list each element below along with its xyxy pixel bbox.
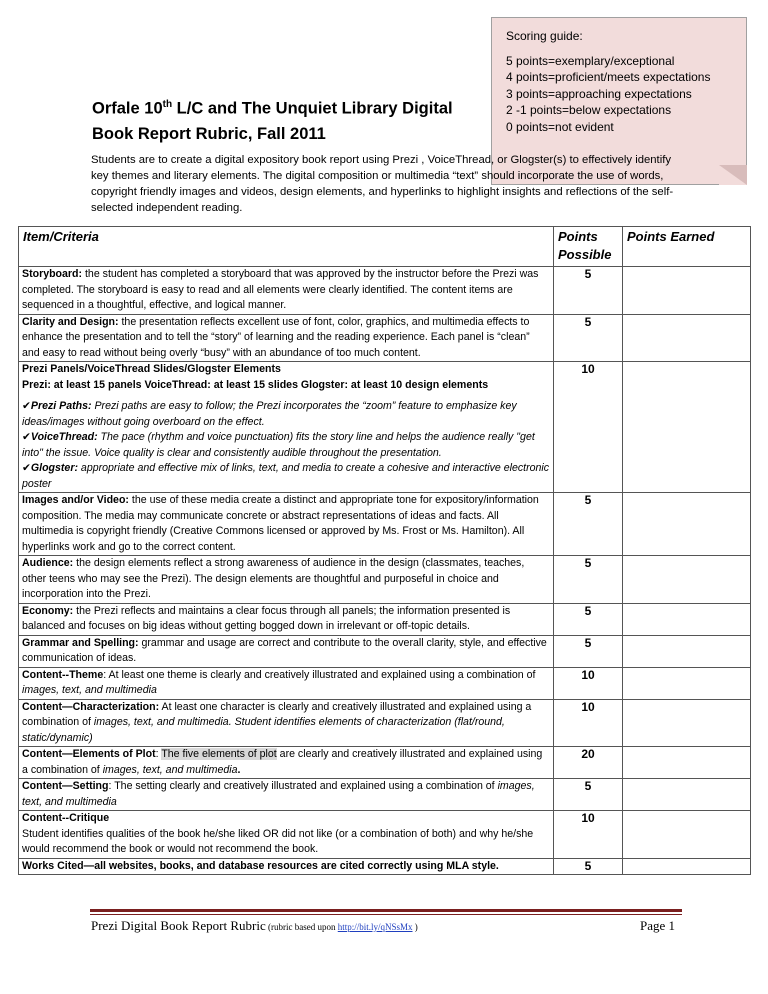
points-earned-cell[interactable]	[623, 699, 751, 747]
criteria-label: Content—Elements of Plot	[22, 748, 156, 760]
scoring-line: 0 points=not evident	[506, 119, 614, 134]
criteria-label: Prezi Panels/VoiceThread Slides/Glogster Elements	[22, 363, 281, 375]
page-fold-corner	[719, 165, 747, 185]
criteria-label: Content—Setting	[22, 780, 109, 792]
points-possible: 10	[554, 811, 623, 859]
criteria-text: :	[155, 748, 162, 760]
footer-note: )	[412, 922, 418, 932]
criteria-label: Works Cited—all websites, books, and database resources are cited correctly using MLA style.	[22, 859, 499, 872]
checklist-label: VoiceThread:	[30, 431, 98, 443]
criteria-cell	[19, 267, 554, 315]
points-possible: 5	[554, 556, 623, 604]
points-earned-cell[interactable]	[623, 556, 751, 604]
criteria-cell	[19, 747, 554, 779]
points-possible: 5	[554, 493, 623, 556]
criteria-text: the Prezi reflects and maintains a clear focus through all panels; the information presented is balanced and focuses on big ideas without getting bogged down in irrelevant or off-topic details.	[22, 604, 511, 632]
checklist-text: Prezi paths are easy to follow; the Prezi incorporates the “zoom” feature to emphasize key ideas/images without going overboard on the effect.	[22, 400, 517, 428]
scoring-guide-title: Scoring guide:	[506, 29, 583, 43]
points-possible: 20	[554, 747, 623, 779]
criteria-sublabel: Prezi: at least 15 panels VoiceThread: at least 15 slides Glogster: at least 10 design elements	[22, 378, 489, 391]
criteria-cell	[19, 779, 554, 811]
checklist-text: appropriate and effective mix of links, text, and media to create a cohesive and interactive electronic poster	[22, 462, 550, 490]
footer-link[interactable]: http://bit.ly/qNSsMx	[337, 922, 413, 932]
criteria-cell	[19, 699, 554, 747]
criteria-label: Content--Theme	[22, 668, 104, 681]
scoring-line: 2 -1 points=below expectations	[506, 103, 672, 117]
rubric-table	[18, 226, 751, 875]
table-row	[19, 667, 751, 699]
table-row	[19, 635, 751, 667]
points-earned-cell[interactable]	[623, 314, 751, 362]
points-earned-cell[interactable]	[623, 267, 751, 315]
table-row	[19, 314, 751, 362]
points-possible: 5	[554, 858, 623, 875]
criteria-text: are clearly and creatively illustrated and explained using a combination of	[22, 748, 543, 776]
scoring-line: 4 points=proficient/meets expectations	[506, 70, 711, 84]
footer-rule-thin	[90, 914, 682, 915]
criteria-text: the design elements reflect a strong awareness of audience in the design (classmates, teaches, other teens who may see the Prezi). The design elements are thoughtful and purposeful in choice and incorporation into the Prezi.	[22, 557, 525, 600]
criteria-cell	[19, 811, 554, 859]
document-title	[92, 92, 492, 147]
footer-title	[91, 918, 418, 934]
criteria-label: Content--Critique	[22, 812, 110, 824]
points-possible: 5	[554, 779, 623, 811]
table-row	[19, 779, 751, 811]
points-earned-cell[interactable]	[623, 811, 751, 859]
criteria-text: : At least one theme is clearly and creatively illustrated and explained using a combination of	[103, 668, 536, 681]
criteria-italic-text: images, text, and multimedia	[22, 780, 535, 808]
highlighted-text: The five elements of plot	[161, 748, 277, 760]
title-line-2: Book Report Rubric, Fall 2011	[92, 124, 326, 143]
criteria-label: Content—Characterization:	[22, 700, 160, 713]
table-row	[19, 811, 751, 859]
criteria-text: : The setting clearly and creatively illustrated and explained using a combination of	[108, 780, 498, 792]
criteria-label: Images and/or Video:	[22, 494, 129, 506]
table-header-row	[19, 227, 751, 267]
points-earned-cell[interactable]	[623, 858, 751, 875]
title-superscript: th	[162, 99, 173, 110]
points-earned-cell[interactable]	[623, 493, 751, 556]
title-text: L/C and The Unquiet Library Digital	[172, 99, 453, 118]
criteria-text: Student identifies qualities of the book he/she liked OR did not like (or a combination of both) and why he/she would recommend the book or would not recommend the book.	[22, 827, 534, 855]
checklist-item	[22, 399, 550, 430]
footer-note: (rubric based upon	[265, 922, 338, 932]
table-row	[19, 699, 751, 747]
checklist-label: Glogster:	[30, 462, 78, 474]
criteria-tail: .	[237, 763, 241, 776]
points-possible: 10	[554, 362, 623, 493]
criteria-cell	[19, 667, 554, 699]
points-possible: 10	[554, 667, 623, 699]
table-row	[19, 858, 751, 875]
points-possible: 5	[554, 635, 623, 667]
table-row	[19, 747, 751, 779]
criteria-label: Storyboard:	[22, 268, 83, 280]
criteria-cell	[19, 493, 554, 556]
header-item-criteria: Item/Criteria	[19, 227, 554, 267]
criteria-cell	[19, 362, 554, 493]
points-earned-cell[interactable]	[623, 747, 751, 779]
points-earned-cell[interactable]	[623, 667, 751, 699]
page-number: Page 1	[640, 918, 676, 933]
footer-rule	[90, 909, 682, 912]
points-earned-cell[interactable]	[623, 603, 751, 635]
scoring-line: 3 points=approaching expectations	[506, 86, 692, 101]
criteria-text: At least one character is clearly and creatively illustrated and explained using a combination of	[22, 700, 532, 728]
table-row	[19, 267, 751, 315]
criteria-italic-text: images, text, and multimedia	[102, 763, 238, 776]
criteria-cell	[19, 858, 554, 875]
checkmark-icon: ✔	[22, 431, 31, 443]
criteria-cell	[19, 603, 554, 635]
criteria-cell	[19, 314, 554, 362]
scoring-line: 5 points=exemplary/exceptional	[506, 53, 675, 68]
points-possible: 5	[554, 603, 623, 635]
table-row	[19, 556, 751, 604]
footer-title-text: Prezi Digital Book Report Rubric	[91, 918, 266, 933]
points-earned-cell[interactable]	[623, 635, 751, 667]
criteria-label: Clarity and Design:	[22, 315, 119, 328]
criteria-cell	[19, 635, 554, 667]
title-text: Orfale 10	[92, 99, 163, 118]
criteria-cell	[19, 556, 554, 604]
checkmark-icon: ✔	[22, 462, 31, 474]
points-earned-cell[interactable]	[623, 362, 751, 493]
points-possible: 5	[554, 314, 623, 362]
checklist-label: Prezi Paths:	[30, 400, 92, 412]
header-points-earned: Points Earned	[623, 227, 751, 267]
criteria-italic-text: images, text, and multimedia	[22, 684, 157, 696]
checklist-item	[22, 430, 550, 461]
table-row	[19, 603, 751, 635]
checklist-text: The pace (rhythm and voice punctuation) fits the story line and helps the audience really "get into" the issue. Voice quality is clear and consistently audible throughout the presentation.	[22, 431, 535, 459]
criteria-label: Economy:	[22, 604, 74, 617]
table-row	[19, 493, 751, 556]
criteria-text: grammar and usage are correct and contribute to the overall clarity, style, and effective communication of ideas.	[22, 636, 547, 664]
points-possible: 10	[554, 699, 623, 747]
criteria-text: the use of these media create a distinct and appropriate tone for expository/information composition. The media may communicate concrete or abstract representations of ideas and facts. All multimedia is copyright friendly (Creative Commons licensed or approved by Ms. Frost or Ms. Hamilton). All hyperlinks work and go to the correct content.	[22, 494, 539, 553]
points-earned-cell[interactable]	[623, 779, 751, 811]
table-row	[19, 362, 751, 493]
checklist-item	[22, 461, 550, 492]
points-possible: 5	[554, 267, 623, 315]
criteria-italic-text: images, text, and multimedia. Student identifies elements of characterization (flat/round, static/dynamic)	[22, 716, 505, 744]
criteria-label: Audience:	[22, 557, 74, 569]
header-points-possible: Points Possible	[554, 227, 623, 267]
checkmark-icon: ✔	[22, 400, 31, 412]
intro-paragraph: Students are to create a digital expository book report using Prezi , VoiceThread, or Glogster(s) to effectively identify key themes and literary elements. The digital composition or multimedia “text” should incorporate the use of words, copyright friendly images and videos, design elements, and hyperlinks to highlight insights and reflections of the self-selected independent reading.	[91, 154, 674, 214]
criteria-text: the presentation reflects excellent use of font, color, graphics, and multimedia effects to enhance the presentation and to tell the “story” of learning and the reading experience. Each panel is “clean” and easy to read without being overly “busy” with an abundance of too much content.	[22, 315, 530, 359]
criteria-label: Grammar and Spelling:	[22, 636, 139, 649]
criteria-text: the student has completed a storyboard that was approved by the instructor before the Prezi was completed. The storyboard is easy to read and all elements were clearly identified. The content items are sequenced in a thoughtful, effective, and logical manner.	[22, 268, 539, 311]
